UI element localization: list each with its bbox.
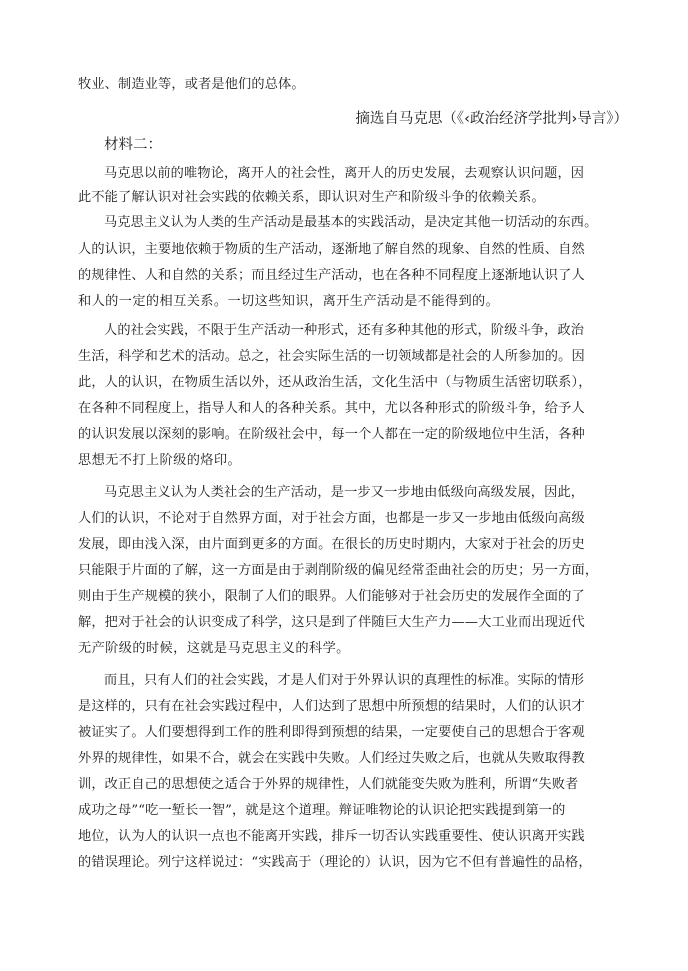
- paragraph-line: 思想无不打上阶级的烙印。: [78, 453, 242, 468]
- paragraph-line: 在各种不同程度上，指导人和人的各种关系。其中，尤以各种形式的阶级斗争，给予人: [78, 401, 585, 416]
- paragraph-line: 地位，认为人的认识一点也不能离开实践，排斥一切否认实践重要性、使认识离开实践: [78, 829, 585, 844]
- paragraph-line: 生活，科学和艺术的活动。总之，社会实际生活的一切领域都是社会的人所参加的。因: [78, 349, 585, 364]
- paragraph-line: 的规律性、人和自然的关系；而且经过生产活动，也在各种不同程度上逐渐地认识了人: [78, 268, 585, 283]
- paragraph-line: 人的认识，主要地依赖于物质的生产活动，逐渐地了解自然的现象、自然的性质、自然: [78, 242, 585, 257]
- paragraph-line: 训，改正自己的思想使之适合于外界的规律性，人们就能变失败为胜利，所谓“失败者: [78, 777, 579, 792]
- paragraph-line: 人的社会实践，不限于生产活动一种形式，还有多种其他的形式，阶级斗争，政治: [104, 323, 585, 338]
- paragraph-line: 外界的规律性，如果不合，就会在实践中失败。人们经过失败之后，也就从失败取得教: [78, 751, 585, 766]
- paragraph-line: 则由于生产规模的狭小，限制了人们的眼界。人们能够对于社会历史的发展作全面的了: [78, 589, 585, 604]
- paragraph-line: 马克思以前的唯物论，离开人的社会性，离开人的历史发展，去观察认识问题，因: [104, 166, 585, 181]
- paragraph-line: 解，把对于社会的认识变成了科学，这只是到了伴随巨大生产力——大工业而出现近代: [78, 615, 585, 630]
- continued-text-line: 牧业、制造业等，或者是他们的总体。: [78, 77, 305, 92]
- paragraph-line: 无产阶级的时候，这就是马克思主义的科学。: [78, 641, 350, 656]
- paragraph-line: 成功之母”“吃一堑长一智”，就是这个道理。辩证唯物论的认识论把实践提到第一的: [78, 803, 566, 818]
- paragraph-line: 和人的一定的相互关系。一切这些知识，离开生产活动是不能得到的。: [78, 294, 500, 309]
- paragraph-line: 马克思主义认为人类的生产活动是最基本的实践活动，是决定其他一切活动的东西。: [104, 215, 598, 230]
- paragraph-line: 人们的认识，不论对于自然界方面，对于社会方面，也都是一步又一步地由低级向高级: [78, 511, 585, 526]
- paragraph-line: 只能限于片面的了解，这一方面是由于剥削阶级的偏见经常歪曲社会的历史；另一方面，: [78, 563, 599, 578]
- paragraph-line: 是这样的，只有在社会实践过程中，人们达到了思想中所预想的结果时，人们的认识才: [78, 699, 585, 714]
- paragraph-line: 此不能了解认识对社会实践的依赖关系，即认识对生产和阶级斗争的依赖关系。: [78, 190, 545, 205]
- paragraph-line: 的错误理论。列宁这样说过：“实践高于（理论的）认识，因为它不但有普遍性的品格，: [78, 855, 592, 870]
- paragraph-line: 发展，即由浅入深，由片面到更多的方面。在很长的历史时期内，大家对于社会的历史: [78, 537, 585, 552]
- paragraph-line: 而且，只有人们的社会实践，才是人们对于外界认识的真理性的标准。实际的情形: [104, 673, 585, 688]
- source-citation: 摘选自马克思（《‹政治经济学批判›导言》）: [355, 111, 628, 127]
- paragraph-line: 此，人的认识，在物质生活以外，还从政治生活，文化生活中（与物质生活密切联系），: [78, 375, 592, 390]
- paragraph-line: 被证实了。人们要想得到工作的胜利即得到预想的结果，一定要使自己的思想合于客观: [78, 725, 585, 740]
- section-heading: 材料二：: [104, 137, 162, 153]
- paragraph-line: 马克思主义认为人类社会的生产活动，是一步又一步地由低级向高级发展，因此，: [104, 485, 585, 500]
- paragraph-line: 的认识发展以深刻的影响。在阶级社会中，每一个人都在一定的阶级地位中生活，各种: [78, 427, 585, 442]
